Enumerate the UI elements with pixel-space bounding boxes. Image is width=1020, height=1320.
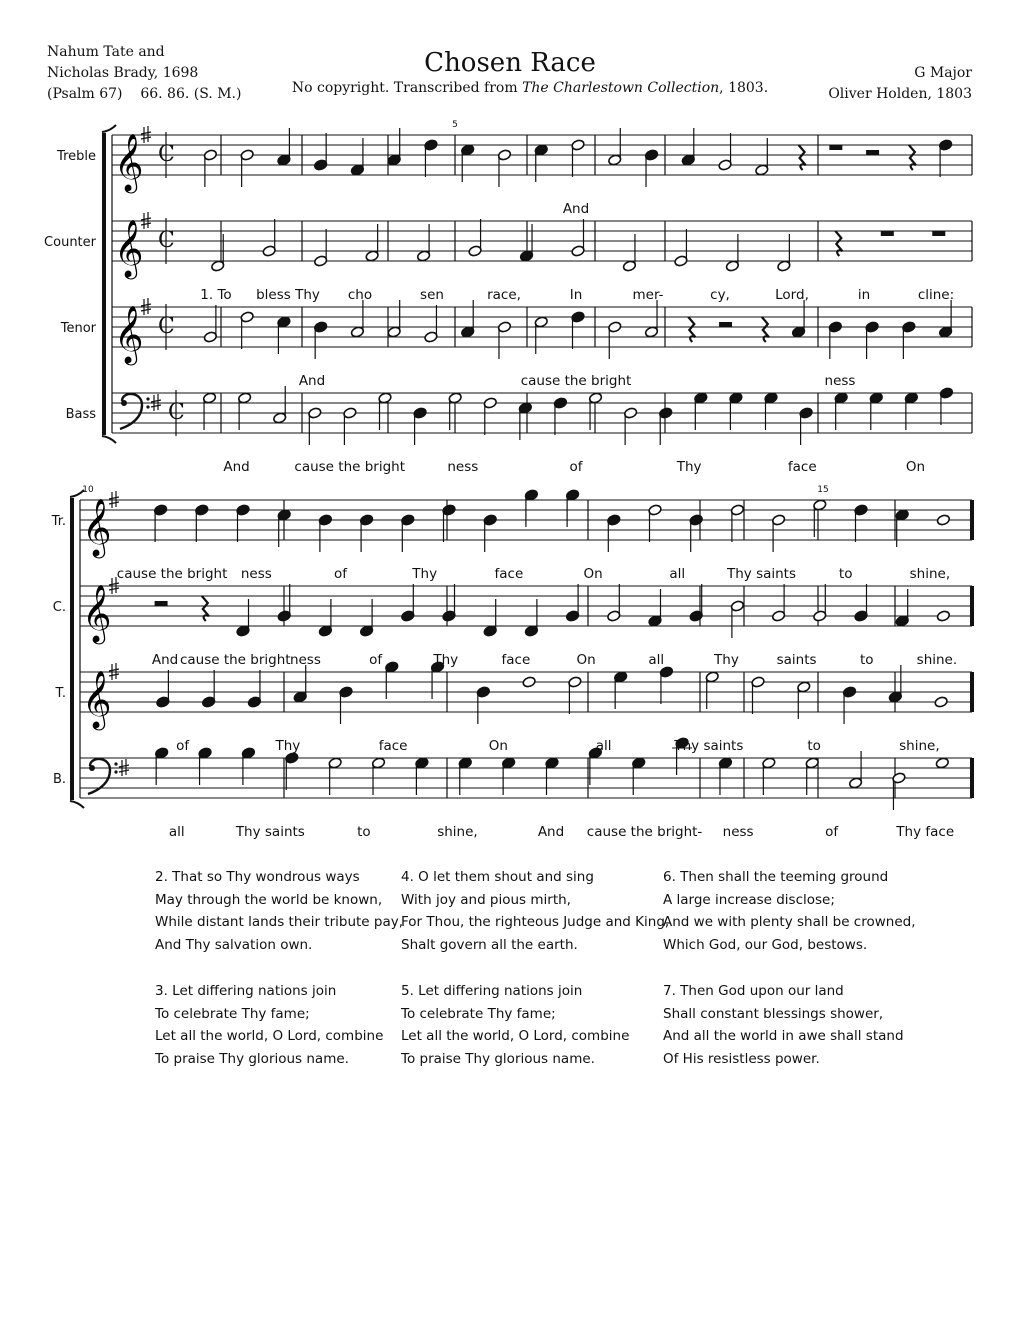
verse-line: And all the world in awe shall stand [663,1028,904,1044]
whole-rest-icon [932,231,945,236]
note-head [934,696,948,708]
lyric-syllable: Thy saints [674,738,744,754]
verse-line: Shalt govern all the earth. [401,936,578,953]
part-label: Tenor [60,321,96,336]
bass-clef-dot [121,400,127,406]
quarter-rest-icon [202,596,209,621]
lyric-syllable: of [825,824,839,840]
lyric-syllable: ness [824,373,856,389]
verse-line: Of His resistless power. [663,1050,820,1067]
copyright-suffix: , 1803. [719,80,769,96]
half-rest-icon [866,150,879,155]
quarter-rest-icon [835,231,842,256]
lyric-syllable: Thy [714,652,739,668]
lyric-syllable: And [537,824,565,840]
bracket-bottom-hook [70,801,84,808]
part-label: Bass [65,407,96,422]
note-head [522,676,536,688]
lyric-syllable: Thy face [896,824,955,840]
meter-line: (Psalm 67) 66. 86. (S. M.) [47,86,242,102]
part-label: Treble [57,149,96,164]
lyric-syllable: ness [447,459,479,475]
lyric-syllable: saints [776,652,817,668]
lyric-syllable: of [333,566,348,582]
lyric-syllable: cause the bright [294,459,406,475]
lyric-syllable: shine, [909,566,951,582]
measure-number: 10 [82,485,94,495]
quarter-rest-icon [799,145,806,170]
lyric-syllable: cline: [917,287,955,303]
note-head [936,514,950,526]
whole-rest-icon [829,145,842,150]
lyric-syllable: of [569,459,583,475]
lyric-syllable: And [298,373,326,389]
measure-number: 5 [452,120,458,130]
part-label: Tr. [51,514,66,529]
verse-4 [401,866,669,956]
lyric-syllable: Thy [412,566,438,582]
part-label: T. [55,686,66,701]
lyric-syllable: all [669,566,686,582]
lyric-syllable: cho [347,287,373,303]
treble-clef-icon: 𝄞 [114,219,144,277]
lyric-syllable: And [223,459,250,475]
whole-rest-icon [881,231,894,236]
lyric-syllable: face [378,738,408,754]
lyric-syllable: cause the bright- [586,824,703,840]
lyric-syllable: to [357,824,371,840]
verse-line: And Thy salvation own. [155,936,313,953]
verse-line: Shall constant blessings shower, [663,1005,884,1022]
verse-line: A large increase disclose; [663,891,835,908]
quarter-rest-icon [762,317,769,342]
note-head [936,610,950,622]
lyric-syllable: of [369,652,383,668]
lyric-syllable: to [838,566,853,582]
verse-line: 2. That so Thy wondrous ways [155,869,360,885]
half-rest-icon [155,601,168,606]
verse-line: With joy and pious mirth, [401,891,571,908]
lyric-syllable: On [488,738,508,754]
treble-clef-icon: 𝄞 [82,584,112,642]
verse-line: 7. Then God upon our land [663,983,844,999]
bass-clef-dot [146,405,149,408]
lyric-syllable: On [576,652,596,668]
bass-clef-dot [89,765,95,771]
lyric-syllable: cy, [710,287,730,303]
lyric-syllable: And [562,201,590,217]
common-time-icon: C [158,142,175,167]
lyric-syllable: And [151,652,179,668]
lyric-syllable: face [787,459,817,475]
hymn-title: Chosen Race [424,48,596,78]
treble-clef-icon: 𝄞 [114,133,144,191]
lyricist-line-1: Nahum Tate and [47,44,165,60]
part-label: B. [52,772,66,787]
bracket-bottom-hook [102,436,116,443]
verse-line: To praise Thy glorious name. [401,1050,595,1067]
verse-7 [663,980,904,1070]
lyric-syllable: to [807,738,821,754]
lyric-syllable: Lord, [775,287,809,303]
verse-line: Let all the world, O Lord, combine [401,1028,630,1044]
treble-clef-icon: 𝄞 [82,498,112,556]
verse-line: 4. O let them shout and sing [401,869,594,885]
lyric-syllable: sen [420,287,444,303]
verse-line: For Thou, the righteous Judge and King, [401,914,670,930]
half-rest-icon [719,322,732,327]
measure-number: 15 [817,485,829,495]
lyric-syllable: In [569,287,583,303]
lyric-syllable: cause the bright [116,566,228,582]
copyright-prefix: No copyright. Transcribed from [291,80,523,96]
lyric-syllable: cause the bright [179,652,291,668]
bass-clef-icon [120,394,142,429]
lyric-syllable: all [648,652,665,668]
treble-clef-icon: 𝄞 [82,670,112,728]
verse-line: 5. Let differing nations join [401,983,583,999]
lyric-syllable: ness [289,652,321,668]
lyric-syllable: to [859,652,874,668]
score-system-2 [51,485,972,840]
verse-5 [401,980,629,1070]
lyric-syllable: face [494,566,524,582]
bass-clef-dot [114,762,117,765]
verse-line: While distant lands their tribute pay, [155,914,404,930]
lyric-syllable: On [905,459,926,475]
verse-line: 3. Let differing nations join [155,983,337,999]
lyric-syllable: in [857,287,871,303]
lyric-syllable: Thy saints [726,566,797,582]
lyric-syllable: face [501,652,531,668]
lyric-syllable: On [583,566,603,582]
lyric-syllable: bless Thy [256,287,320,303]
verse-line: 6. Then shall the teeming ground [663,869,889,885]
score-system-1 [44,120,972,475]
lyric-syllable: mer- [632,287,664,303]
bass-clef-dot [114,770,117,773]
lyric-syllable: Thy [433,652,459,668]
lyric-syllable: cause the bright [520,373,632,389]
bass-clef-dot [146,397,149,400]
bass-clef-icon [88,759,110,794]
lyric-syllable: of [176,738,190,754]
lyric-syllable: race, [487,287,521,303]
lyric-syllable: ness [240,566,272,582]
source-title: The Charlestown Collection [522,80,720,96]
verse-line: Which God, our God, bestows. [663,936,868,953]
lyric-syllable: shine, [899,738,940,754]
verse-3 [155,980,383,1070]
lyric-syllable: all [595,738,612,754]
common-time-icon: C [168,400,185,425]
part-label: C. [52,600,66,615]
lyric-syllable: shine, [437,824,478,840]
verse-line: To celebrate Thy fame; [401,1005,556,1022]
verse-line: To praise Thy glorious name. [155,1050,349,1067]
quarter-rest-icon [909,145,916,170]
lyric-syllable: Thy saints [235,824,305,840]
lyric-syllable: 1. To [200,287,232,303]
lyric-syllable: shine. [916,652,958,668]
part-label: Counter [44,235,96,250]
lyric-syllable: all [168,824,185,840]
verse-line: And we with plenty shall be crowned, [663,914,916,930]
note-head [935,757,949,769]
verse-line: To celebrate Thy fame; [155,1005,310,1022]
lyric-syllable: ness [722,824,754,840]
lyric-syllable: Thy [676,459,702,475]
verse-line: Let all the world, O Lord, combine [155,1028,384,1044]
quarter-rest-icon [688,317,695,342]
composer-name: Oliver Holden, 1803 [828,86,972,102]
lyricist-line-2: Nicholas Brady, 1698 [47,65,199,81]
common-time-icon: C [158,228,175,253]
bracket-top-hook [102,125,116,132]
verse-6 [663,866,916,956]
common-time-icon: C [158,314,175,339]
lyric-syllable: Thy [275,738,301,754]
key-label: G Major [914,65,972,81]
verse-line: May through the world be known, [155,891,383,908]
treble-clef-icon: 𝄞 [114,305,144,363]
verse-2 [155,866,403,956]
